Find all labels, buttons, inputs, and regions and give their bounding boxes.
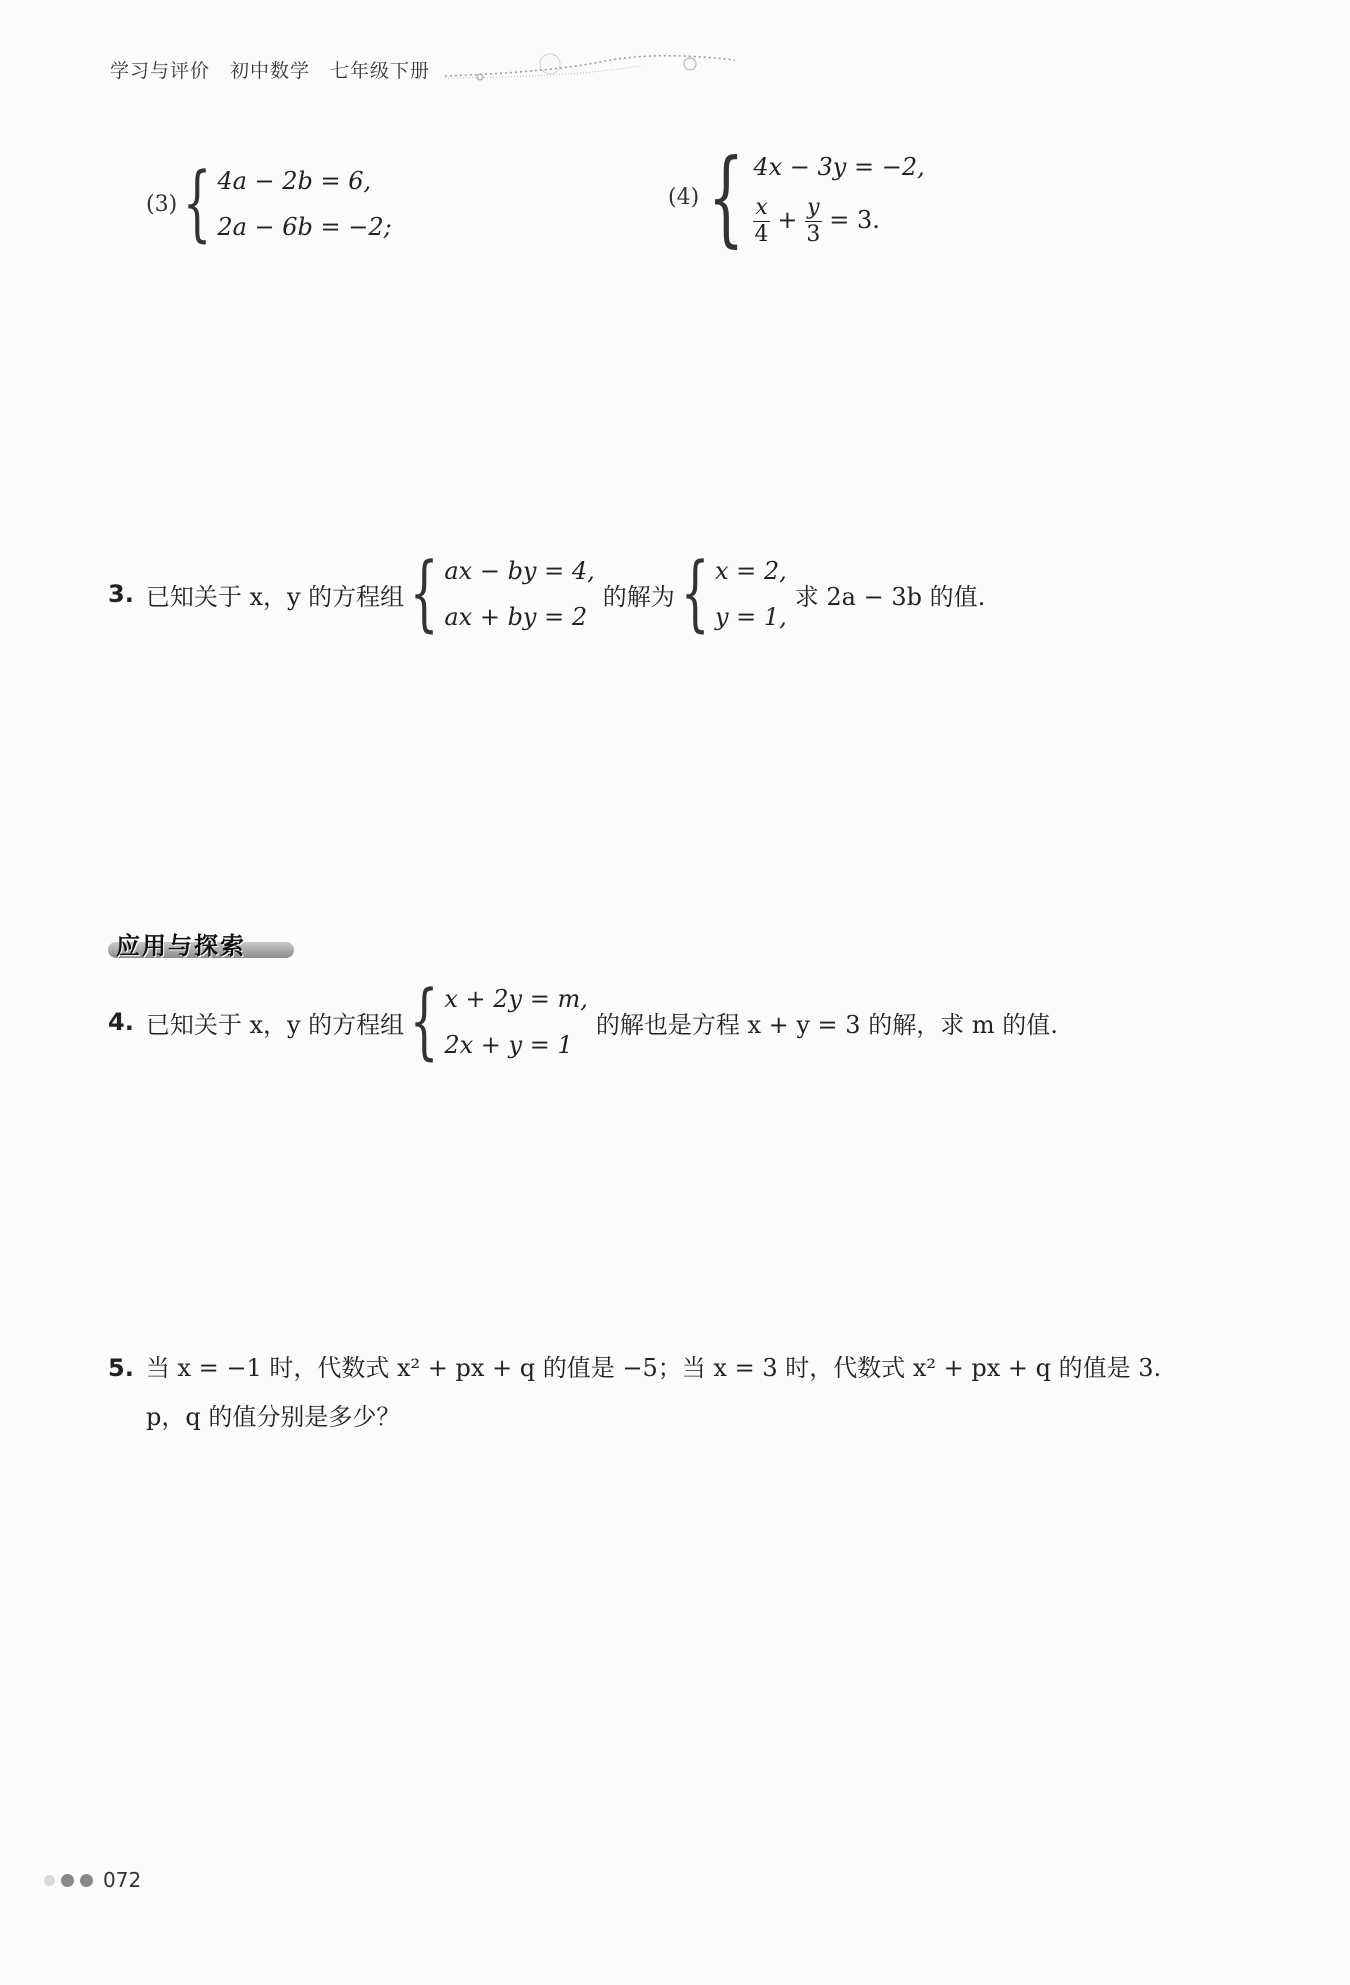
running-header: 学习与评价 初中数学 七年级下册 — [110, 60, 431, 82]
question-text: 的解也是方程 x + y = 3 的解，求 m 的值. — [595, 1010, 1058, 1039]
equation-2: 2x + y = 1 — [444, 1031, 573, 1059]
page-footer — [44, 1868, 141, 1892]
dot-icon — [44, 1875, 55, 1886]
question-text: 的解为 — [602, 582, 675, 611]
fraction: $\frac{x}{4}$ — [754, 195, 769, 247]
question-number: 4. — [108, 1008, 134, 1036]
question-number: 3. — [108, 580, 134, 608]
equation-2: ax + by = 2 — [444, 603, 588, 631]
problem-2-part-4 — [668, 136, 925, 258]
problem-5 — [108, 1348, 1161, 1432]
problem-4 — [108, 976, 1058, 1068]
header-decoration — [440, 48, 740, 84]
question-text: 求 2a − 3b 的值. — [794, 582, 986, 611]
equation-system — [444, 548, 594, 640]
question-text: 已知关于 x，y 的方程组 — [145, 582, 405, 611]
equation-1: ax − by = 4, — [444, 557, 595, 585]
equation-2: 2a − 6b = −2; — [217, 213, 392, 241]
equation-system — [753, 144, 924, 250]
page-number: 072 — [103, 1868, 142, 1892]
left-brace: { — [680, 546, 710, 641]
part-label: (3) — [146, 191, 178, 217]
equation-system — [444, 976, 587, 1068]
problem-3 — [108, 548, 985, 640]
solution-system — [715, 548, 787, 640]
left-brace: { — [708, 136, 745, 258]
equation-1: x + 2y = m, — [444, 985, 588, 1013]
problem-2-part-3 — [146, 158, 392, 250]
fraction: $\frac{y}{3}$ — [806, 195, 821, 247]
left-brace: { — [182, 156, 212, 251]
solution-2: y = 1, — [714, 603, 787, 631]
equation-system — [217, 158, 391, 250]
dot-icon — [80, 1874, 93, 1887]
left-brace: { — [409, 974, 439, 1069]
question-number: 5. — [108, 1354, 134, 1382]
question-text-line-2: p，q 的值分别是多少？ — [146, 1403, 401, 1431]
solution-1: x = 2, — [714, 557, 787, 585]
question-text: 已知关于 x，y 的方程组 — [145, 1010, 405, 1039]
question-text-line-1: 当 x = −1 时，代数式 x² + px + q 的值是 −5；当 x = 3 时，代数式 x² + px + q 的值是 3. — [145, 1354, 1162, 1382]
section-banner — [108, 926, 294, 960]
equation-2: $\frac{x}{4}$ + $\frac{y}{3}$ = 3. — [754, 195, 880, 247]
dot-icon — [61, 1874, 74, 1887]
section-title: 应用与探索 — [116, 932, 246, 960]
equation-1: 4x − 3y = −2, — [753, 153, 925, 181]
left-brace: { — [409, 546, 439, 641]
part-label: (4) — [668, 184, 700, 210]
equation-1: 4a − 2b = 6, — [217, 167, 372, 195]
